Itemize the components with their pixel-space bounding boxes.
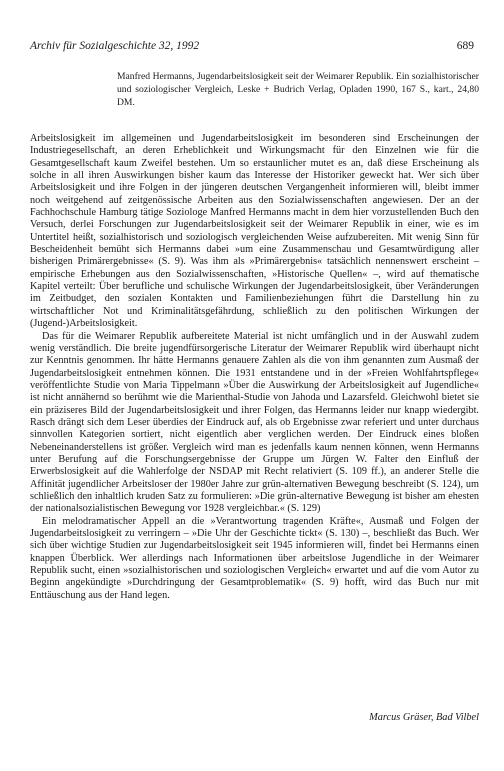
paragraph: Arbeitslosigkeit im allgemeinen und Jugendarbeitslosigkeit im besonderen sind Erscheinungen der Industriegesellschaft, an deren Erheblichkeit und Wirkungsmacht für den Einzelnen wie für die Gesamtgesellschaft kaum Zweifel bestehen. Um so erstaunlicher mutet es an, daß diese Erscheinung als solche in all ihren Auswirkungen bisher kaum das Interesse der Historiker geweckt hat. Wer sich über Arbeitslosigkeit und ihre Folgen in der jüngeren deutschen Vergangenheit informieren will, bleibt immer noch weitgehend auf zeitgenössische Arbeiten aus den Sozialwissenschaften angewiesen. Der an der Fachhochschule Hamburg tätige Soziologe Manfred Hermanns macht in dem hier vorzustellenden Buch den Versuch, derlei Forschungen zur Jugendarbeitslosigkeit seit der Weimarer Republik in einer, wie es im Untertitel heißt, sozialhistorisch und soziologisch vergleichenden Weise aufzubereiten. Mit wenig Sinn für Bescheidenheit bemüht sich Hermanns dabei »um eine Zusammenschau und Gesamtwürdigung aller bisherigen Primärergebnisse« (S. 9). Was ihm als »Primärergebnis« tatsächlich nennenswert erscheint – empirische Erhebungen aus den Sozialwissenschaften, »Historische Quellen« –, wird auf thematische Kapitel verteilt: Über berufliche und schulische Wirkungen der Jugendarbeitslosigkeit, über Veränderungen im Zeitbudget, den sozialen Kontakten und Familienbeziehungen führt die Darstellung hin zu wirtschaftlicher Not und Kriminalitätsgefährdung, schließlich zu den politischen Wirkungen der (Jugend-)Arbeitslosigkeit. (30, 133, 479, 330)
review-body (30, 133, 479, 602)
paragraph: Das für die Weimarer Republik aufbereitete Material ist nicht umfänglich und in der Auswahl zudem wenig verständlich. Die breite jugendfürsorgerische Literatur der Weimarer Republik wird überhaupt nicht zur Kenntnis genommen. Ihr hätte Hermanns genauere Zahlen als die von ihm genannten zum Ausmaß der Jugendarbeitslosigkeit entnehmen können. Die 1931 entstandene und in der »Freien Wohlfahrtspflege« veröffentlichte Studie von Maria Tippelmann »Über die Auswirkung der Arbeitslosigkeit auf Jugendliche« ist nicht annähernd so berühmt wie die Marienthal-Studie von Jahoda und Lazarsfeld. Gleichwohl bietet sie ein präziseres Bild der Jugendarbeitslosigkeit und ihrer Folgen, das Hermanns leider nur knapp wiedergibt. Rasch drängt sich dem Leser überdies der Eindruck auf, als ob Ergebnisse zwar referiert und unter durchaus sinnvollen Kategorien sortiert, nicht eigentlich aber verglichen werden. Der Eindruck eines bloßen Nebeneinanderstellens ist größer. Vergleich wird man es jedenfalls kaum nennen können, wenn Hermanns unter Berufung auf die Forschungsergebnisse der Gruppe um Jürgen W. Falter den Einfluß der Erwerbslosigkeit auf die Wahlerfolge der NSDAP mit Recht relativiert (S. 109 ff.), an anderer Stelle die Affinität jugendlicher Arbeitsloser der 1980er Jahre zur grün-alternativen Bewegung beschreibt (S. 124), um schließlich den inhaltlich kruden Satz zu formulieren: »Die grün-alternative Bewegung ist bisher am ehesten der nationalsozialistischen Bewegung vor 1928 vergleichbar.« (S. 129) (30, 330, 479, 515)
journal-title: Archiv für Sozialgeschichte 32, 1992 (30, 40, 200, 52)
page-number: 689 (456, 40, 474, 52)
book-citation: Manfred Hermanns, Jugendarbeitslosigkeit seit der Weimarer Republik. Ein sozialhistorischer und soziologischer Vergleich, Leske + Budrich Verlag, Opladen 1990, 167 S., kart., 24,80 DM. (117, 71, 479, 108)
paragraph: Ein melodramatischer Appell an die »Verantwortung tragenden Kräfte«, Ausmaß und Folgen der Jugendarbeitslosigkeit zu verringern – »Die Uhr der Geschichte tickt« (S. 130) –, beschließt das Buch. Wer sich über wichtige Studien zur Jugendarbeitslosigkeit seit 1945 informieren will, findet bei Hermanns einen knappen Überblick. Wer allerdings nach Informationen über arbeitslose Jugendliche in der Weimarer Republik sucht, einen »sozialhistorischen und soziologischen Vergleich« erwartet und auf die vom Autor zu Beginn angekündigte »Durchdringung der Gesamtproblematik« (S. 9) hofft, wird das Buch nur mit Enttäuschung aus der Hand legen. (30, 515, 479, 601)
running-head (30, 40, 474, 56)
reviewer-signature: Marcus Gräser, Bad Vilbel (369, 712, 479, 723)
